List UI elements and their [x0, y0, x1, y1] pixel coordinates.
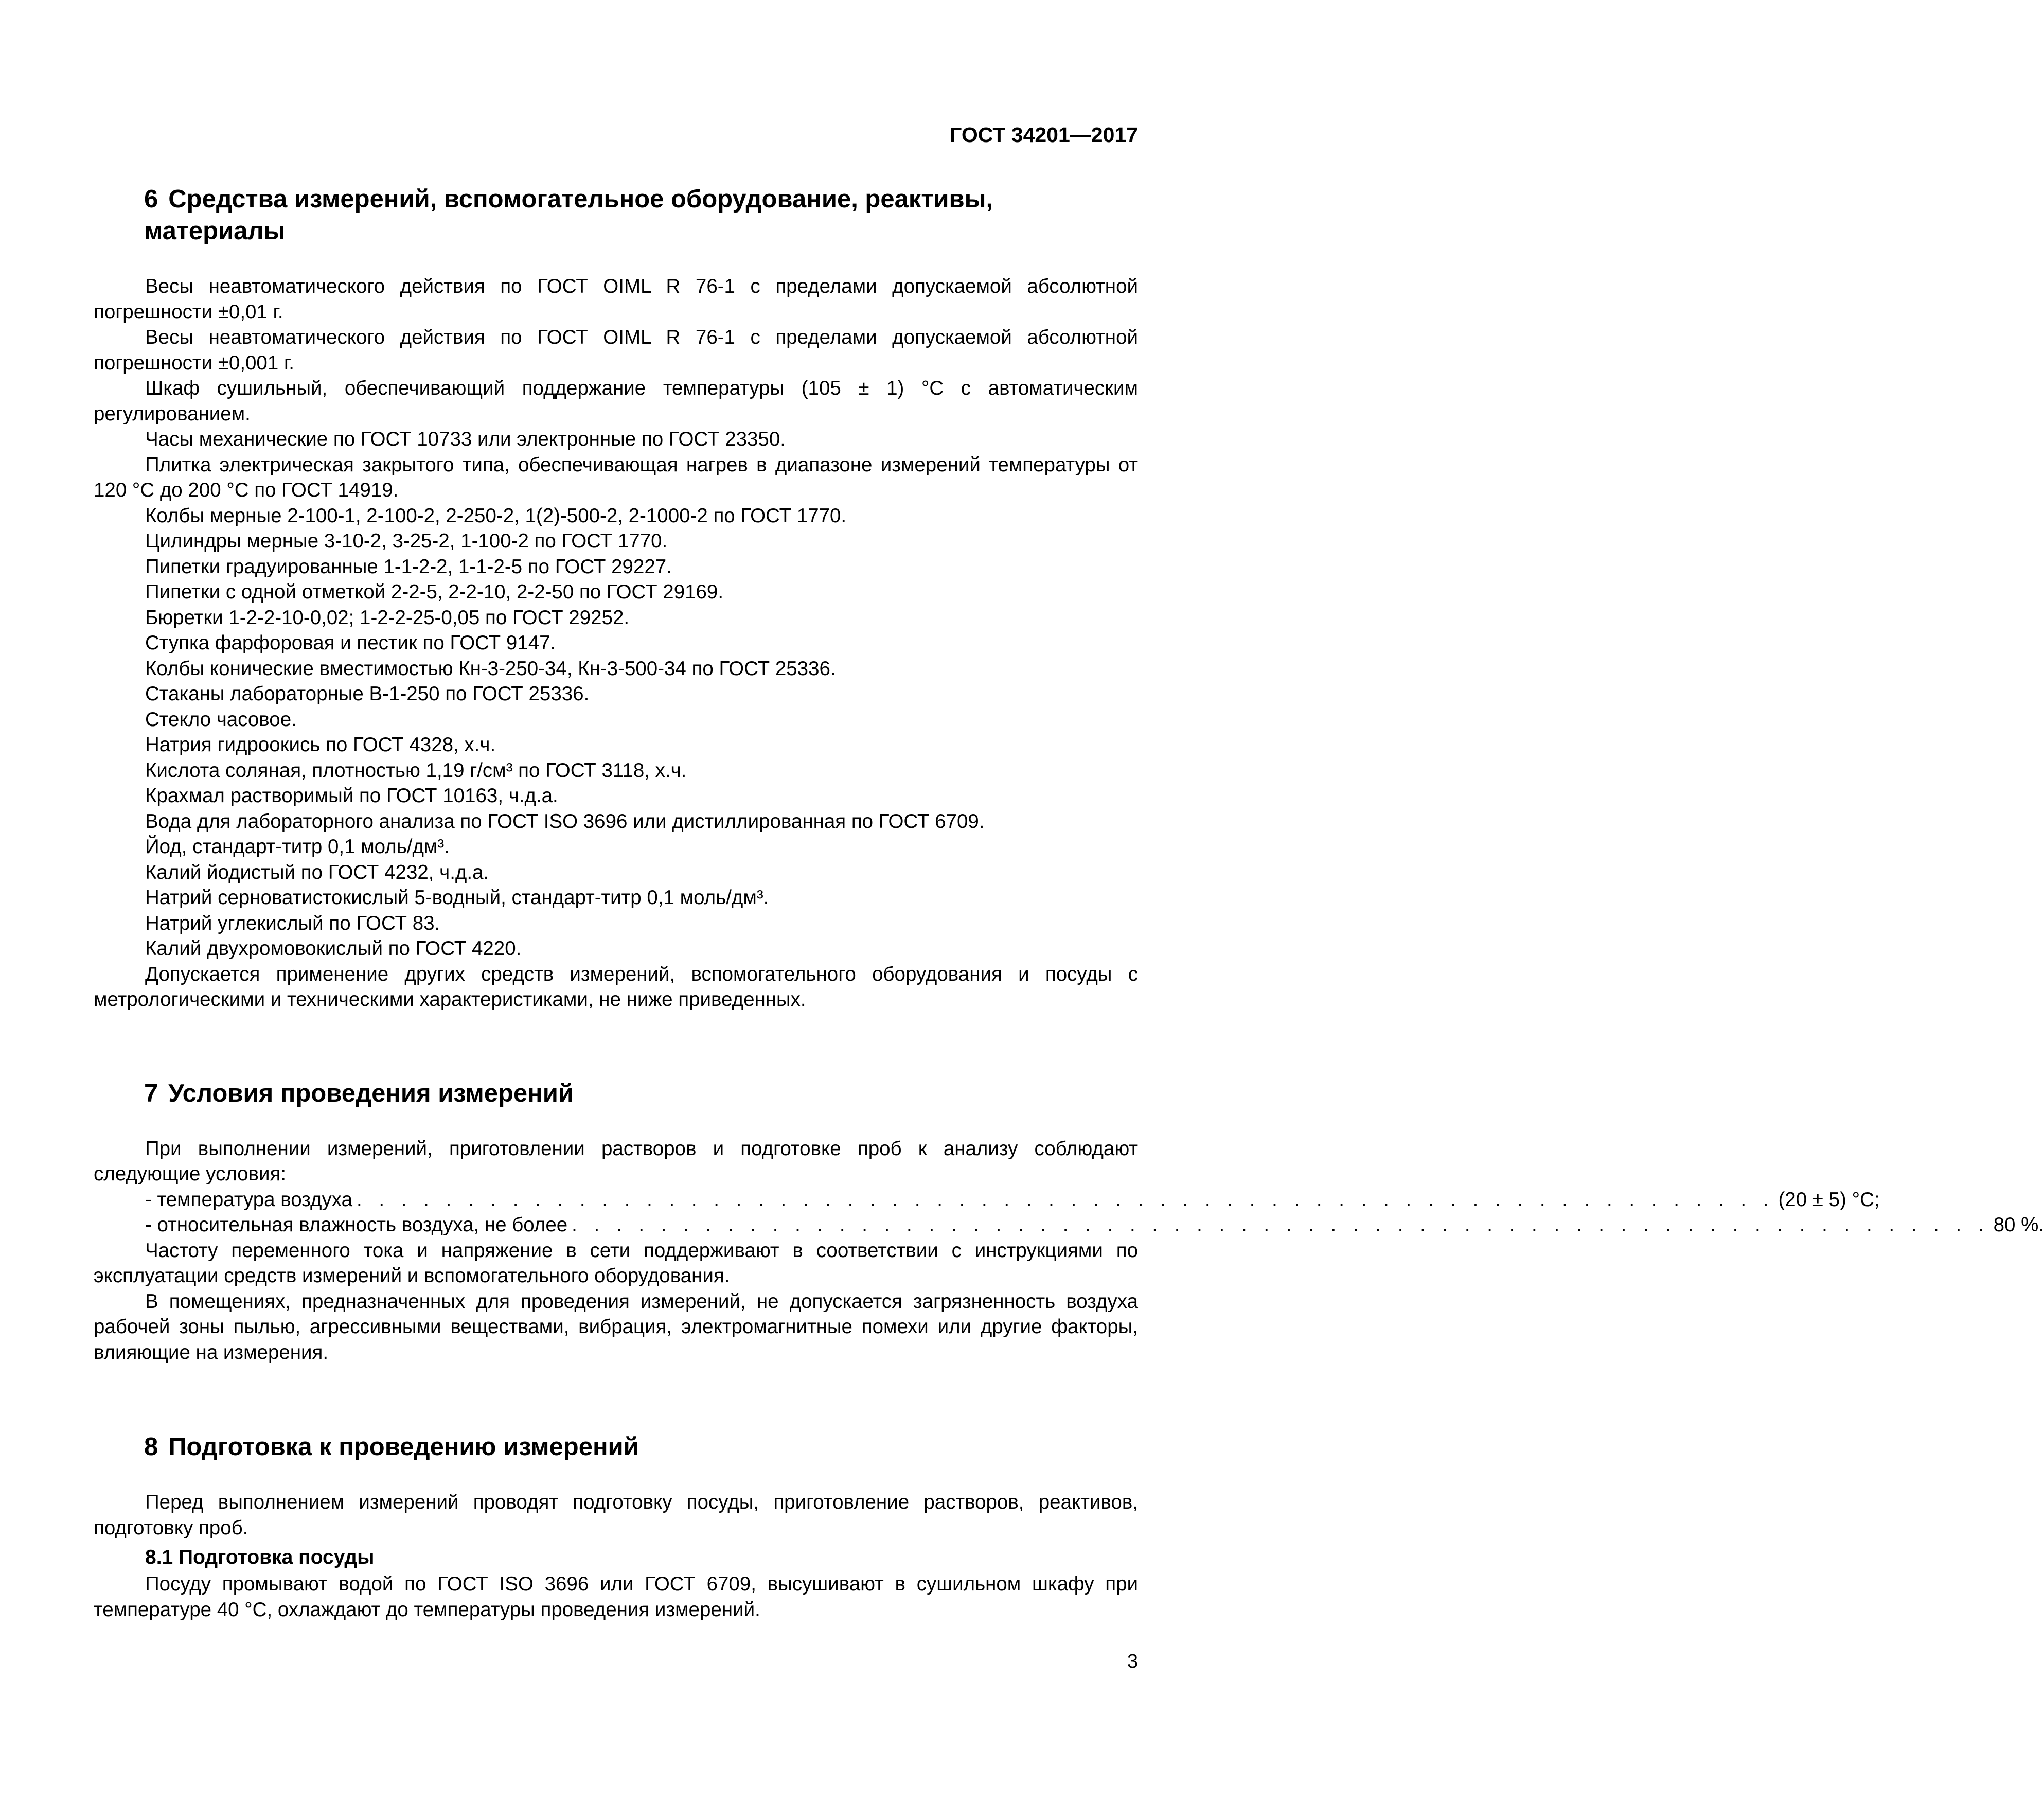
leader-dots: . . . . . . . . . . . . . . . . . . . . . . . . . . . . . . . . . . . . . . . . . . . . . . . . . . . . . . . . . . . . . . . . [357, 1188, 1774, 1211]
equipment-item: Пипетки с одной отметкой 2-2-5, 2-2-10, 2-2-50 по ГОСТ 29169. [145, 581, 724, 603]
equipment-item: Колбы конические вместимостью Кн-3-250-34, Кн-3-500-34 по ГОСТ 25336. [145, 657, 836, 680]
condition-label: - температура воздуха [145, 1188, 352, 1211]
equipment-note: Допускается применение других средств измерений, вспомогательного оборудования и посуды с метрологическими и техническими характеристиками, не ниже приведенных. [94, 963, 1138, 1011]
equipment-item: Крахмал растворимый по ГОСТ 10163, ч.д.а. [145, 785, 558, 807]
section-7-paragraph: Частоту переменного тока и напряжение в сети поддерживают в соответствии с инструкциями по эксплуатации средств измерений и вспомогательного оборудования. [94, 1239, 1138, 1287]
equipment-item: Пипетки градуированные 1-1-2-2, 1-1-2-5 по ГОСТ 29227. [145, 555, 672, 578]
equipment-item: Натрий углекислый по ГОСТ 83. [145, 912, 440, 934]
section-6-heading [144, 183, 1138, 247]
document-code: ГОСТ 34201—2017 [950, 123, 1138, 147]
section-7-title: Условия проведения измерений [168, 1079, 574, 1107]
equipment-item: Часы механические по ГОСТ 10733 или электронные по ГОСТ 23350. [145, 428, 786, 450]
equipment-item: Калий двухромовокислый по ГОСТ 4220. [145, 937, 522, 960]
section-6-title: Средства измерений, вспомогательное оборудование, реактивы, материалы [144, 185, 993, 245]
section-6-number: 6 [144, 185, 158, 213]
equipment-item: Шкаф сушильный, обеспечивающий поддержание температуры (105 ± 1) °С с автоматическим регулированием. [94, 377, 1138, 425]
subsection-8-1-title: 8.1 Подготовка посуды [145, 1546, 375, 1568]
equipment-item: Стаканы лабораторные В-1-250 по ГОСТ 25336. [145, 683, 590, 705]
equipment-item: Бюретки 1-2-2-10-0,02; 1-2-2-25-0,05 по ГОСТ 29252. [145, 606, 630, 629]
condition-row [145, 1212, 2044, 1238]
equipment-item: Весы неавтоматического действия по ГОСТ OIML R 76-1 с пределами допускаемой абсолютной погрешности ±0,01 г. [94, 275, 1138, 323]
equipment-item: Йод, стандарт-титр 0,1 моль/дм³. [145, 836, 450, 858]
equipment-item: Натрий серноватистокислый 5-водный, стандарт-титр 0,1 моль/дм³. [145, 887, 769, 909]
section-7-paragraph: В помещениях, предназначенных для проведения измерений, не допускается загрязненность воздуха рабочей зоны пылью, агрессивными веществами, вибрация, электромагнитные помехи или другие факторы, влияющие на измерения. [94, 1290, 1138, 1364]
section-7-intro: При выполнении измерений, приготовлении растворов и подготовке проб к анализу соблюдают следующие условия: [94, 1137, 1138, 1185]
section-8-intro: Перед выполнением измерений проводят подготовку посуды, приготовление растворов, реактивов, подготовку проб. [94, 1491, 1138, 1539]
equipment-item: Колбы мерные 2-100-1, 2-100-2, 2-250-2, 1(2)-500-2, 2-1000-2 по ГОСТ 1770. [145, 504, 847, 527]
equipment-item: Кислота соляная, плотностью 1,19 г/см³ по ГОСТ 3118, х.ч. [145, 759, 687, 782]
section-7-number: 7 [144, 1079, 158, 1107]
equipment-item: Стекло часовое. [145, 708, 297, 731]
equipment-item: Вода для лабораторного анализа по ГОСТ ISO 3696 или дистиллированная по ГОСТ 6709. [145, 810, 985, 833]
section-7-heading [144, 1077, 1138, 1109]
condition-value: 80 %. [1993, 1214, 2044, 1236]
equipment-item: Ступка фарфоровая и пестик по ГОСТ 9147. [145, 632, 556, 654]
equipment-item: Цилиндры мерные 3-10-2, 3-25-2, 1-100-2 по ГОСТ 1770. [145, 530, 668, 552]
condition-value: (20 ± 5) °С; [1778, 1188, 1880, 1211]
section-8-number: 8 [144, 1433, 158, 1461]
page-number: 3 [1127, 1651, 1138, 1672]
equipment-item: Весы неавтоматического действия по ГОСТ OIML R 76-1 с пределами допускаемой абсолютной погрешности ±0,001 г. [94, 326, 1138, 374]
section-8-heading [144, 1431, 1138, 1463]
section-8-title: Подготовка к проведению измерений [168, 1433, 639, 1461]
equipment-item: Плитка электрическая закрытого типа, обеспечивающая нагрев в диапазоне измерений температуры от 120 °С до 200 °С по ГОСТ 14919. [94, 453, 1138, 501]
section-6-list [94, 274, 1138, 1013]
condition-row [145, 1187, 1880, 1213]
leader-dots: . . . . . . . . . . . . . . . . . . . . . . . . . . . . . . . . . . . . . . . . . . . . . . . . . . . . . . . . . . . . . . . . [572, 1214, 1989, 1236]
document-body [94, 183, 2044, 1622]
equipment-item: Калий йодистый по ГОСТ 4232, ч.д.а. [145, 861, 489, 883]
condition-label: - относительная влажность воздуха, не более [145, 1214, 568, 1236]
equipment-item: Натрия гидроокись по ГОСТ 4328, х.ч. [145, 734, 496, 756]
subsection-8-1-text: Посуду промывают водой по ГОСТ ISO 3696 или ГОСТ 6709, высушивают в сушильном шкафу при температуре 40 °С, охлаждают до температуры проведения измерений. [94, 1573, 1138, 1621]
